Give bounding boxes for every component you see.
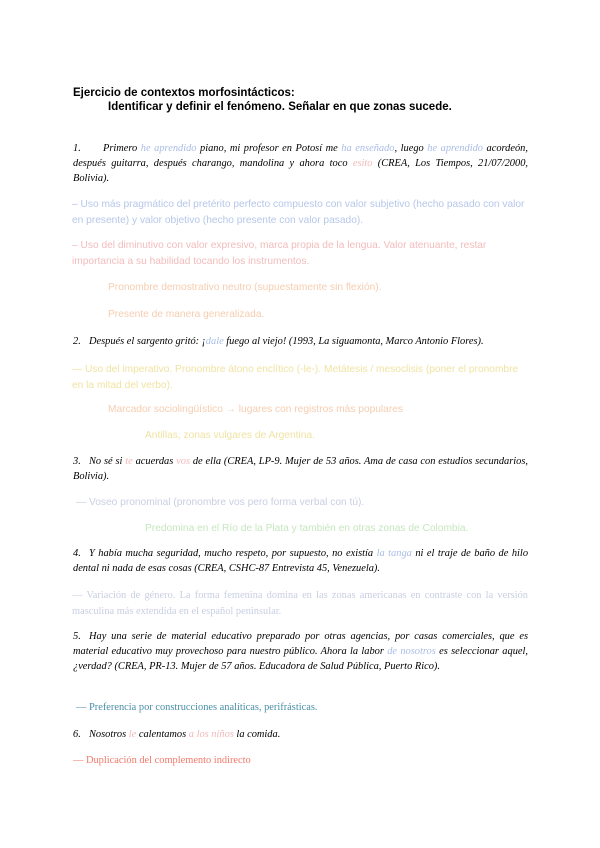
example-text: acordeón, después guitarra, después charango, mandolina y ahora toco xyxy=(73,143,528,169)
example-number: 1. xyxy=(73,143,81,154)
highlight: de nosotros xyxy=(387,646,436,657)
example-number: 3. xyxy=(73,456,81,467)
example-text: fuego al viejo! (1993, La siguamonta, Marco Antonio Flores). xyxy=(223,336,484,347)
example-number: 6. xyxy=(73,729,81,740)
example-text: No sé si xyxy=(89,456,126,467)
example-text: acuerdas xyxy=(132,456,177,467)
annotation-note: — Preferencia por construcciones analíticas, perifrásticas. xyxy=(76,702,318,713)
example-text: , luego xyxy=(394,143,428,154)
example-3 xyxy=(73,454,528,484)
example-2 xyxy=(73,334,528,349)
highlight: he aprendido xyxy=(427,143,483,154)
example-text: Primero xyxy=(103,143,141,154)
annotation-note: Marcador sociolingüístico → lugares con registros más populares xyxy=(108,404,404,415)
annotation-note: – Uso más pragmático del pretérito perfecto compuesto con valor subjetivo (hecho pasado con valor en presente) y valor objetivo (hecho presente con valor pasado). xyxy=(72,199,525,226)
highlight: vos xyxy=(176,456,190,467)
highlight: ha enseñado xyxy=(341,143,395,154)
example-text: Después el sargento gritó: ¡ xyxy=(89,336,206,347)
example-text: la comida. xyxy=(233,729,281,740)
example-text: es seleccionar aquel, ¿verdad? (CREA, PR-13. Mujer de 57 años. Educadora de Salud Pública, Puerto Rico). xyxy=(73,646,528,672)
annotation-note: — Uso del imperativo. Pronombre átono enclítico (-le-). Metátesis / mesoclisis (poner el pronombre en la mitad del verbo). xyxy=(72,364,519,391)
highlight: le xyxy=(128,729,137,740)
annotation-note: — Voseo pronominal (pronombre vos pero forma verbal con tú). xyxy=(76,497,365,508)
page-title: Ejercicio de contextos morfosintácticos: xyxy=(73,87,295,99)
annotation-note: Antillas, zonas vulgares de Argentina. xyxy=(145,430,315,441)
example-text: de ella (CREA, LP-9. Mujer de 53 años. Ama de casa con estudios secundarios, Bolivia). xyxy=(73,456,528,482)
example-number: 2. xyxy=(73,336,81,347)
example-text: Nosotros xyxy=(89,729,129,740)
example-number: 4. xyxy=(73,548,81,559)
example-6 xyxy=(73,727,528,742)
annotation-note: Pronombre demostrativo neutro (supuestamente sin flexión). xyxy=(108,282,382,293)
example-text: Y había mucha seguridad, mucho respeto, por supuesto, no existía xyxy=(89,548,377,559)
annotation-note: – Uso del diminutivo con valor expresivo, marca propia de la lengua. Valor atenuante, restar importancia a su habilidad tocando los instrumentos. xyxy=(72,240,487,267)
highlight: he aprendido xyxy=(140,143,197,154)
example-text: calentamos xyxy=(136,729,189,740)
example-5 xyxy=(73,629,528,674)
example-text: ni el traje de baño de hilo dental ni nada de esas cosas (CREA, CSHC-87 Entrevista 45, Venezuela). xyxy=(73,548,529,574)
page-subtitle: Identificar y definir el fenómeno. Señalar en que zonas sucede. xyxy=(108,101,452,113)
highlight: dale xyxy=(205,336,224,347)
example-4 xyxy=(73,546,528,576)
example-text: piano, mi profesor en Potosí me xyxy=(196,143,342,154)
annotation-note: — Variación de género. La forma femenina domina en las zonas americanas en contraste con la versión masculina más extendida en el español peninsular. xyxy=(72,590,528,617)
example-text: (CREA, Los Tiempos, 21/07/2000, Bolivia). xyxy=(73,158,528,184)
example-number: 5. xyxy=(73,631,81,642)
annotation-note: Predomina en el Río de la Plata y también en otras zonas de Colombia. xyxy=(145,523,469,534)
annotation-note: Presente de manera generalizada. xyxy=(108,309,265,320)
highlight: la tanga xyxy=(376,548,412,559)
annotation-note: — Duplicación del complemento indirecto xyxy=(73,755,251,766)
example-1 xyxy=(73,141,528,186)
example-text: Hay una serie de material educativo preparado por otras agencias, por casas comerciales, que es material educativo muy provechoso para nuestro público. Ahora la labor xyxy=(73,631,528,657)
highlight: esito xyxy=(352,158,373,169)
highlight: te xyxy=(125,456,133,467)
highlight: a los niños xyxy=(188,729,234,740)
